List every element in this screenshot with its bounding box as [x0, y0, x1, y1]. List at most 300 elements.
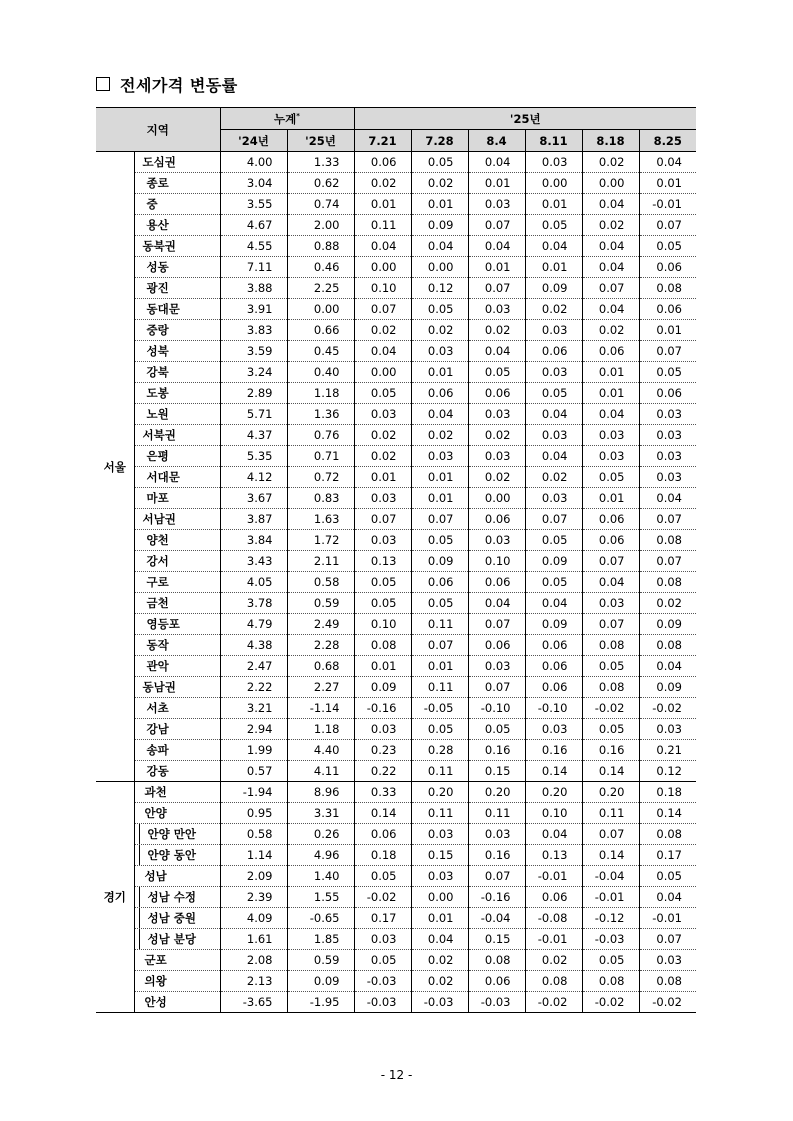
value-cell: 0.01	[354, 467, 411, 488]
value-cell: 0.01	[468, 257, 525, 278]
value-cell: 0.04	[525, 593, 582, 614]
table-row	[96, 614, 696, 635]
value-cell: 0.00	[468, 488, 525, 509]
subregion-name: 동남권	[134, 677, 220, 698]
value-cell: 0.05	[582, 656, 639, 677]
value-cell: -0.03	[411, 992, 468, 1013]
value-cell: 0.20	[582, 782, 639, 803]
value-cell: 0.62	[287, 173, 354, 194]
value-cell: 0.06	[639, 257, 696, 278]
value-cell: 0.06	[582, 509, 639, 530]
value-cell: 0.03	[639, 719, 696, 740]
value-cell: 0.02	[525, 467, 582, 488]
value-cell: 2.28	[287, 635, 354, 656]
table-row	[96, 551, 696, 572]
value-cell: 0.04	[639, 887, 696, 908]
value-cell: 0.59	[287, 593, 354, 614]
value-cell: 0.11	[411, 614, 468, 635]
value-cell: 0.04	[468, 593, 525, 614]
value-cell: 0.06	[411, 383, 468, 404]
value-cell: 0.20	[525, 782, 582, 803]
value-cell: 0.05	[354, 383, 411, 404]
table-row	[96, 593, 696, 614]
value-cell: 4.00	[220, 152, 287, 173]
table-row	[96, 698, 696, 719]
subregion-name: 서대문	[134, 467, 220, 488]
subregion-name: 안양 만안	[134, 824, 220, 845]
table-row	[96, 677, 696, 698]
value-cell: 0.10	[525, 803, 582, 824]
value-cell: 0.08	[354, 635, 411, 656]
table-row	[96, 782, 696, 803]
value-cell: 0.07	[582, 614, 639, 635]
value-cell: 0.00	[354, 257, 411, 278]
value-cell: 0.05	[354, 866, 411, 887]
value-cell: -0.16	[354, 698, 411, 719]
value-cell: 0.04	[639, 656, 696, 677]
value-cell: 0.07	[525, 509, 582, 530]
value-cell: -0.02	[582, 992, 639, 1013]
value-cell: 0.14	[639, 803, 696, 824]
value-cell: 3.88	[220, 278, 287, 299]
value-cell: -0.65	[287, 908, 354, 929]
table-row	[96, 803, 696, 824]
value-cell: 0.04	[525, 236, 582, 257]
value-cell: 0.18	[354, 845, 411, 866]
value-cell: 0.04	[411, 236, 468, 257]
value-cell: 1.18	[287, 719, 354, 740]
value-cell: 0.05	[639, 866, 696, 887]
value-cell: 0.28	[411, 740, 468, 761]
value-cell: 0.17	[354, 908, 411, 929]
value-cell: 0.20	[468, 782, 525, 803]
value-cell: 0.02	[582, 320, 639, 341]
value-cell: 1.72	[287, 530, 354, 551]
value-cell: 4.12	[220, 467, 287, 488]
value-cell: 0.14	[582, 761, 639, 782]
value-cell: 0.06	[468, 509, 525, 530]
table-row	[96, 635, 696, 656]
value-cell: 0.07	[468, 215, 525, 236]
value-cell: 0.06	[525, 341, 582, 362]
value-cell: 0.05	[411, 299, 468, 320]
value-cell: 0.07	[468, 614, 525, 635]
value-cell: 0.05	[354, 593, 411, 614]
subregion-name: 과천	[134, 782, 220, 803]
value-cell: 0.03	[354, 488, 411, 509]
value-cell: 1.85	[287, 929, 354, 950]
table-row	[96, 887, 696, 908]
value-cell: 0.02	[354, 173, 411, 194]
value-cell: 0.05	[525, 530, 582, 551]
value-cell: -0.02	[582, 698, 639, 719]
table-row	[96, 257, 696, 278]
value-cell: 0.04	[468, 341, 525, 362]
table-row	[96, 971, 696, 992]
value-cell: 0.03	[411, 446, 468, 467]
table-row	[96, 362, 696, 383]
value-cell: 0.11	[582, 803, 639, 824]
value-cell: 0.01	[468, 173, 525, 194]
value-cell: 0.74	[287, 194, 354, 215]
value-cell: 0.07	[582, 551, 639, 572]
page-number: - 12 -	[380, 1068, 413, 1082]
subregion-name: 서초	[134, 698, 220, 719]
cumulative-col-header: '24년	[220, 130, 287, 152]
value-cell: 0.08	[639, 572, 696, 593]
value-cell: -0.01	[525, 866, 582, 887]
value-cell: 0.09	[639, 677, 696, 698]
value-cell: 0.03	[468, 446, 525, 467]
value-cell: 3.67	[220, 488, 287, 509]
value-cell: 0.04	[525, 404, 582, 425]
region-label: 경기	[96, 782, 134, 1013]
value-cell: 0.02	[354, 320, 411, 341]
value-cell: 0.01	[525, 194, 582, 215]
value-cell: 0.07	[411, 509, 468, 530]
value-cell: -0.02	[639, 698, 696, 719]
value-cell: 0.09	[525, 551, 582, 572]
value-cell: 2.08	[220, 950, 287, 971]
subregion-name: 금천	[134, 593, 220, 614]
value-cell: 0.06	[582, 341, 639, 362]
value-cell: 0.05	[468, 362, 525, 383]
value-cell: 0.08	[639, 278, 696, 299]
value-cell: 0.03	[525, 719, 582, 740]
value-cell: 0.16	[468, 845, 525, 866]
table-row	[96, 761, 696, 782]
value-cell: 0.95	[220, 803, 287, 824]
table-row	[96, 950, 696, 971]
value-cell: 0.08	[639, 530, 696, 551]
value-cell: 0.02	[525, 299, 582, 320]
value-cell: -0.12	[582, 908, 639, 929]
value-cell: 0.02	[468, 320, 525, 341]
value-cell: 0.05	[468, 719, 525, 740]
value-cell: 7.11	[220, 257, 287, 278]
value-cell: 0.22	[354, 761, 411, 782]
subregion-name: 동작	[134, 635, 220, 656]
value-cell: 0.76	[287, 425, 354, 446]
value-cell: 0.03	[639, 425, 696, 446]
value-cell: 0.11	[468, 803, 525, 824]
value-cell: 0.05	[582, 950, 639, 971]
value-cell: 0.02	[411, 950, 468, 971]
subregion-name: 중랑	[134, 320, 220, 341]
value-cell: 0.00	[411, 257, 468, 278]
value-cell: 0.03	[525, 362, 582, 383]
value-cell: 0.05	[354, 572, 411, 593]
value-cell: 1.55	[287, 887, 354, 908]
value-cell: 0.08	[639, 824, 696, 845]
value-cell: 1.63	[287, 509, 354, 530]
value-cell: 5.71	[220, 404, 287, 425]
value-cell: 0.09	[525, 278, 582, 299]
value-cell: 0.16	[468, 740, 525, 761]
value-cell: 4.11	[287, 761, 354, 782]
week-col-header: 8.4	[468, 130, 525, 152]
value-cell: 0.09	[525, 614, 582, 635]
subregion-name: 서남권	[134, 509, 220, 530]
value-cell: 3.31	[287, 803, 354, 824]
value-cell: 0.06	[468, 572, 525, 593]
value-cell: -0.03	[354, 971, 411, 992]
value-cell: 1.14	[220, 845, 287, 866]
table-row	[96, 215, 696, 236]
value-cell: 0.05	[639, 362, 696, 383]
subregion-name: 성남 중원	[134, 908, 220, 929]
week-col-header: 8.25	[639, 130, 696, 152]
value-cell: 0.88	[287, 236, 354, 257]
value-cell: 0.15	[411, 845, 468, 866]
value-cell: 0.12	[411, 278, 468, 299]
value-cell: 0.21	[639, 740, 696, 761]
value-cell: 0.02	[525, 950, 582, 971]
value-cell: 0.01	[411, 362, 468, 383]
value-cell: 4.79	[220, 614, 287, 635]
value-cell: 3.21	[220, 698, 287, 719]
value-cell: 3.84	[220, 530, 287, 551]
value-cell: 0.33	[354, 782, 411, 803]
value-cell: -1.95	[287, 992, 354, 1013]
value-cell: 0.02	[582, 215, 639, 236]
checkbox-square-icon	[96, 77, 110, 91]
value-cell: 4.05	[220, 572, 287, 593]
value-cell: 0.00	[354, 362, 411, 383]
value-cell: 0.04	[582, 236, 639, 257]
subregion-name: 은평	[134, 446, 220, 467]
value-cell: -0.10	[468, 698, 525, 719]
table-row	[96, 488, 696, 509]
value-cell: 0.15	[468, 929, 525, 950]
table-row	[96, 425, 696, 446]
value-cell: 4.09	[220, 908, 287, 929]
subregion-name: 안양	[134, 803, 220, 824]
week-col-header: 8.11	[525, 130, 582, 152]
subregion-name: 구로	[134, 572, 220, 593]
value-cell: 0.07	[639, 509, 696, 530]
value-cell: 0.08	[582, 677, 639, 698]
value-cell: 0.05	[639, 236, 696, 257]
value-cell: 0.00	[287, 299, 354, 320]
value-cell: 0.06	[468, 635, 525, 656]
value-cell: 0.04	[582, 194, 639, 215]
value-cell: 0.01	[411, 656, 468, 677]
value-cell: 0.03	[639, 950, 696, 971]
table-row	[96, 509, 696, 530]
table-row	[96, 929, 696, 950]
value-cell: 0.07	[354, 509, 411, 530]
value-cell: -3.65	[220, 992, 287, 1013]
value-cell: 0.01	[411, 908, 468, 929]
table-row	[96, 719, 696, 740]
value-cell: 0.07	[468, 278, 525, 299]
value-cell: 0.05	[582, 467, 639, 488]
value-cell: 0.11	[354, 215, 411, 236]
value-cell: 0.06	[468, 383, 525, 404]
value-cell: 0.58	[287, 572, 354, 593]
value-cell: 0.09	[411, 215, 468, 236]
value-cell: -0.01	[525, 929, 582, 950]
value-cell: 4.40	[287, 740, 354, 761]
value-cell: 0.11	[411, 677, 468, 698]
value-cell: 0.66	[287, 320, 354, 341]
value-cell: 2.13	[220, 971, 287, 992]
value-cell: 0.03	[639, 467, 696, 488]
value-cell: 2.39	[220, 887, 287, 908]
value-cell: 0.04	[582, 572, 639, 593]
value-cell: 0.06	[525, 677, 582, 698]
value-cell: 0.04	[411, 404, 468, 425]
value-cell: 0.03	[354, 404, 411, 425]
value-cell: 0.06	[639, 299, 696, 320]
value-cell: 0.03	[525, 320, 582, 341]
value-cell: 0.09	[411, 551, 468, 572]
value-cell: 0.72	[287, 467, 354, 488]
value-cell: 0.00	[525, 173, 582, 194]
value-cell: 0.16	[582, 740, 639, 761]
value-cell: 0.06	[525, 635, 582, 656]
value-cell: 0.11	[411, 803, 468, 824]
value-cell: 0.14	[525, 761, 582, 782]
value-cell: 1.40	[287, 866, 354, 887]
title-text: 전세가격 변동률	[120, 75, 238, 95]
value-cell: 3.43	[220, 551, 287, 572]
value-cell: 2.49	[287, 614, 354, 635]
value-cell: 0.09	[639, 614, 696, 635]
value-cell: 0.05	[411, 593, 468, 614]
value-cell: -1.14	[287, 698, 354, 719]
region-label: 서울	[96, 152, 134, 782]
value-cell: -0.04	[468, 908, 525, 929]
subregion-name: 강북	[134, 362, 220, 383]
value-cell: 0.06	[639, 383, 696, 404]
value-cell: 0.01	[411, 467, 468, 488]
value-cell: 0.03	[582, 593, 639, 614]
value-cell: 2.25	[287, 278, 354, 299]
value-cell: 2.94	[220, 719, 287, 740]
value-cell: 0.11	[411, 761, 468, 782]
table-row	[96, 341, 696, 362]
value-cell: 0.04	[354, 236, 411, 257]
value-cell: 0.09	[354, 677, 411, 698]
week-col-header: 8.18	[582, 130, 639, 152]
value-cell: 0.04	[468, 152, 525, 173]
value-cell: 0.06	[582, 530, 639, 551]
value-cell: 4.67	[220, 215, 287, 236]
value-cell: -0.08	[525, 908, 582, 929]
value-cell: 0.59	[287, 950, 354, 971]
value-cell: 0.05	[582, 719, 639, 740]
value-cell: 1.99	[220, 740, 287, 761]
value-cell: 3.59	[220, 341, 287, 362]
value-cell: 0.03	[525, 488, 582, 509]
value-cell: 0.08	[582, 971, 639, 992]
value-cell: 0.04	[582, 257, 639, 278]
table-row	[96, 845, 696, 866]
value-cell: 0.13	[525, 845, 582, 866]
value-cell: 5.35	[220, 446, 287, 467]
value-cell: 0.01	[411, 194, 468, 215]
value-cell: 0.10	[354, 278, 411, 299]
value-cell: -0.02	[525, 992, 582, 1013]
value-cell: 0.04	[639, 152, 696, 173]
value-cell: -0.03	[582, 929, 639, 950]
value-cell: 0.02	[354, 446, 411, 467]
value-cell: 0.03	[411, 824, 468, 845]
value-cell: -0.03	[468, 992, 525, 1013]
table-row	[96, 446, 696, 467]
value-cell: 0.03	[468, 530, 525, 551]
value-cell: 0.23	[354, 740, 411, 761]
value-cell: 0.05	[411, 152, 468, 173]
value-cell: 0.03	[468, 824, 525, 845]
table-row	[96, 530, 696, 551]
table-row	[96, 299, 696, 320]
value-cell: 0.02	[411, 971, 468, 992]
value-cell: 0.01	[639, 320, 696, 341]
value-cell: 0.07	[582, 278, 639, 299]
table-row	[96, 824, 696, 845]
value-cell: 0.03	[639, 404, 696, 425]
value-cell: 0.03	[411, 866, 468, 887]
value-cell: 0.09	[287, 971, 354, 992]
value-cell: 0.04	[639, 488, 696, 509]
subregion-name: 강남	[134, 719, 220, 740]
value-cell: 0.01	[639, 173, 696, 194]
value-cell: 0.06	[411, 572, 468, 593]
value-cell: 0.06	[525, 887, 582, 908]
value-cell: 0.03	[468, 194, 525, 215]
table-row	[96, 866, 696, 887]
table-row	[96, 236, 696, 257]
value-cell: 2.22	[220, 677, 287, 698]
value-cell: 0.18	[639, 782, 696, 803]
value-cell: 0.00	[411, 887, 468, 908]
subregion-name: 성북	[134, 341, 220, 362]
value-cell: 0.01	[354, 656, 411, 677]
value-cell: 0.46	[287, 257, 354, 278]
value-cell: 0.02	[411, 173, 468, 194]
value-cell: 0.14	[354, 803, 411, 824]
table-row	[96, 404, 696, 425]
table-row	[96, 467, 696, 488]
cumulative-header: 누계*	[220, 108, 354, 130]
table-row	[96, 152, 696, 173]
value-cell: 0.05	[411, 719, 468, 740]
value-cell: 0.83	[287, 488, 354, 509]
table-row	[96, 572, 696, 593]
value-cell: 0.15	[468, 761, 525, 782]
value-cell: 0.07	[639, 341, 696, 362]
value-cell: -0.16	[468, 887, 525, 908]
value-cell: 0.07	[354, 299, 411, 320]
value-cell: 0.03	[468, 404, 525, 425]
value-cell: 0.58	[220, 824, 287, 845]
subregion-name: 영등포	[134, 614, 220, 635]
subregion-name: 마포	[134, 488, 220, 509]
subregion-name: 동북권	[134, 236, 220, 257]
value-cell: 2.00	[287, 215, 354, 236]
value-cell: 0.14	[582, 845, 639, 866]
value-cell: 0.05	[354, 950, 411, 971]
subregion-name: 성남 수정	[134, 887, 220, 908]
week-col-header: 7.28	[411, 130, 468, 152]
value-cell: -0.02	[354, 887, 411, 908]
value-cell: 2.09	[220, 866, 287, 887]
subregion-name: 강동	[134, 761, 220, 782]
value-cell: -1.94	[220, 782, 287, 803]
